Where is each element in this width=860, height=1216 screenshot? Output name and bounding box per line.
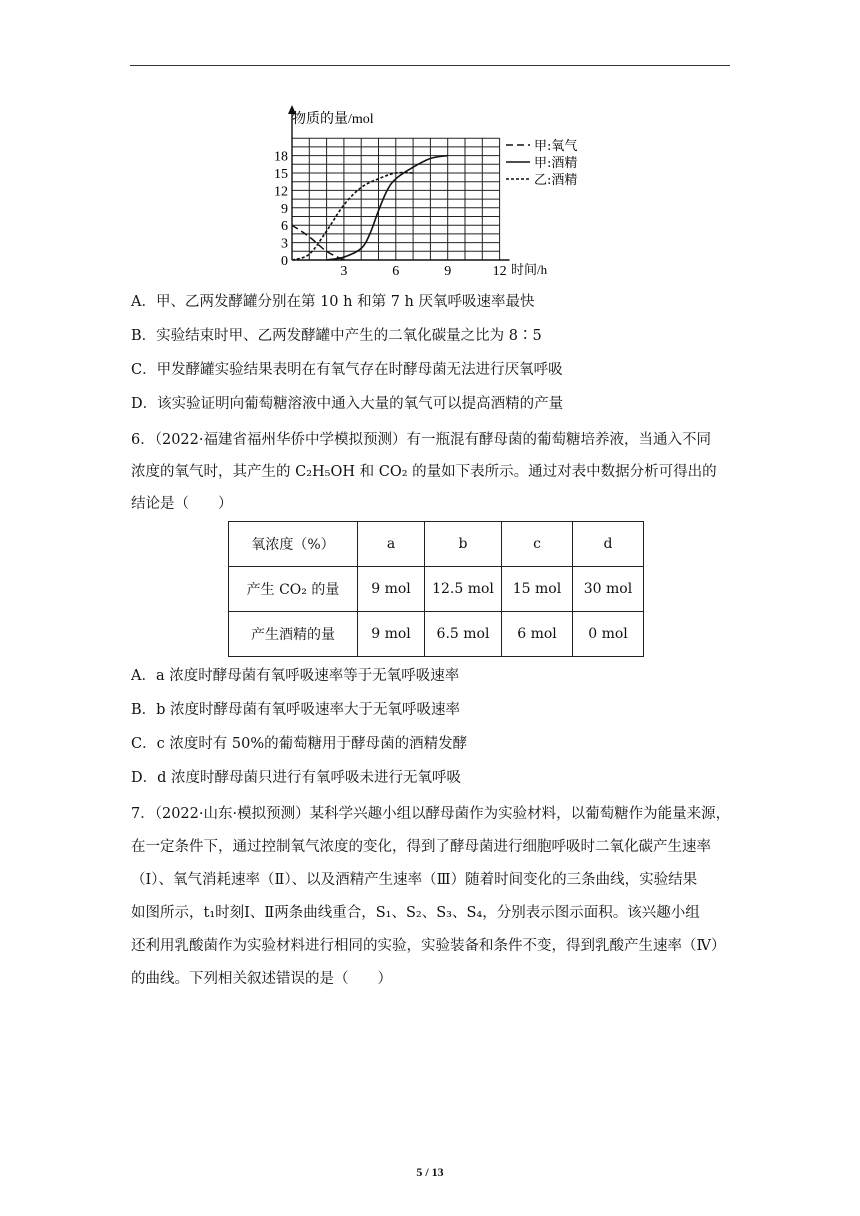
- q7-stem-line-5: 还利用乳酸菌作为实验材料进行相同的实验，实验装备和条件不变，得到乳酸产生速率（Ⅳ）: [131, 938, 726, 954]
- q5-option-b: B．实验结束时甲、乙两发酵罐中产生的二氧化碳量之比为 8∶5: [131, 328, 542, 344]
- table-header-row: [229, 522, 644, 567]
- q6-option-a: A．a 浓度时酵母菌有氧呼吸速率等于无氧呼吸速率: [131, 668, 460, 684]
- table-cell: 氧浓度（%）: [229, 522, 358, 567]
- q7-stem-line-4: 如图所示，t₁时刻Ⅰ、Ⅱ两条曲线重合，S₁、S₂、S₃、S₄，分别表示图示面积。该兴趣小组: [131, 905, 700, 921]
- table-cell: c: [502, 522, 573, 567]
- y-tick-label: 9: [281, 201, 288, 217]
- legend-label: 甲:氧气: [534, 139, 578, 154]
- table-cell: b: [425, 522, 502, 567]
- y-axis-label: 物质的量/mol: [292, 112, 374, 127]
- table-cell: 15 mol: [502, 567, 573, 612]
- table-cell: 30 mol: [573, 567, 644, 612]
- table-cell: 9 mol: [358, 567, 425, 612]
- table-cell: d: [573, 522, 644, 567]
- q5-option-c: C．甲发酵罐实验结果表明在有氧气存在时酵母菌无法进行厌氧呼吸: [131, 362, 563, 378]
- q7-stem-line-2: 在一定条件下，通过控制氧气浓度的变化，得到了酵母菌进行细胞呼吸时二氧化碳产生速率: [131, 839, 711, 855]
- table-cell: 6.5 mol: [425, 612, 502, 657]
- legend-label: 甲:酒精: [534, 156, 578, 171]
- y-tick-label: 6: [281, 219, 288, 235]
- y-tick-label: 18: [274, 149, 288, 165]
- q7-stem-line-1: 7．（2022·山东·模拟预测）某科学兴趣小组以酵母菌作为实验材料，以葡萄糖作为能量来源，: [131, 806, 731, 822]
- x-tick-label: 9: [444, 264, 452, 279]
- q6-option-b: B．b 浓度时酵母菌有氧呼吸速率大于无氧呼吸速率: [131, 702, 461, 718]
- q6-stem-line-3: 结论是（ ）: [131, 496, 233, 512]
- x-tick-label: 6: [392, 264, 400, 279]
- x-tick-label: 3: [340, 264, 348, 279]
- chart-legend: [506, 139, 577, 188]
- y-tick-label: 0: [281, 254, 288, 269]
- table-cell: 6 mol: [502, 612, 573, 657]
- q6-option-d: D．d 浓度时酵母菌只进行有氧呼吸未进行无氧呼吸: [131, 770, 462, 786]
- legend-label: 乙:酒精: [534, 173, 578, 188]
- x-axis-label: 时间/h: [511, 262, 548, 277]
- y-tick-label: 15: [274, 167, 288, 182]
- y-tick-label: 12: [274, 184, 288, 200]
- chart-grid: [292, 138, 500, 260]
- q5-option-d: D．该实验证明向葡萄糖溶液中通入大量的氧气可以提高酒精的产量: [131, 396, 564, 412]
- q7-stem-line-3: （Ⅰ）、氧气消耗速率（Ⅱ）、以及酒精产生速率（Ⅲ）随着时间变化的三条曲线，实验结果: [131, 872, 698, 888]
- fermentation-chart: [272, 100, 592, 280]
- x-tick-label: 12: [492, 264, 507, 279]
- table-cell: 9 mol: [358, 612, 425, 657]
- q7-stem-line-6: 的曲线。下列相关叙述错误的是（ ）: [131, 971, 392, 987]
- q5-option-a: A．甲、乙两发酵罐分别在第 10 h 和第 7 h 厌氧呼吸速率最快: [131, 294, 535, 310]
- q6-data-table: [228, 521, 644, 657]
- q6-option-c: C．c 浓度时有 50%的葡萄糖用于酵母菌的酒精发酵: [131, 736, 468, 752]
- chart-axes: [288, 105, 510, 260]
- y-tick-label: 3: [281, 236, 288, 252]
- table-cell: 产生酒精的量: [229, 612, 358, 657]
- table-cell: 产生 CO₂ 的量: [229, 567, 358, 612]
- q6-stem-line-2: 浓度的氧气时，其产生的 C₂H₅OH 和 CO₂ 的量如下表所示。通过对表中数据分析可得出的: [131, 464, 717, 480]
- q6-stem-line-1: 6．（2022·福建省福州华侨中学模拟预测）有一瓶混有酵母菌的葡萄糖培养液，当通入不同: [131, 432, 711, 448]
- table-row: [229, 612, 644, 657]
- page-number: 5 / 13: [416, 1165, 444, 1179]
- table-cell: 0 mol: [573, 612, 644, 657]
- table-cell: a: [358, 522, 425, 567]
- header-rule: [130, 65, 730, 66]
- table-cell: 12.5 mol: [425, 567, 502, 612]
- table-row: [229, 567, 644, 612]
